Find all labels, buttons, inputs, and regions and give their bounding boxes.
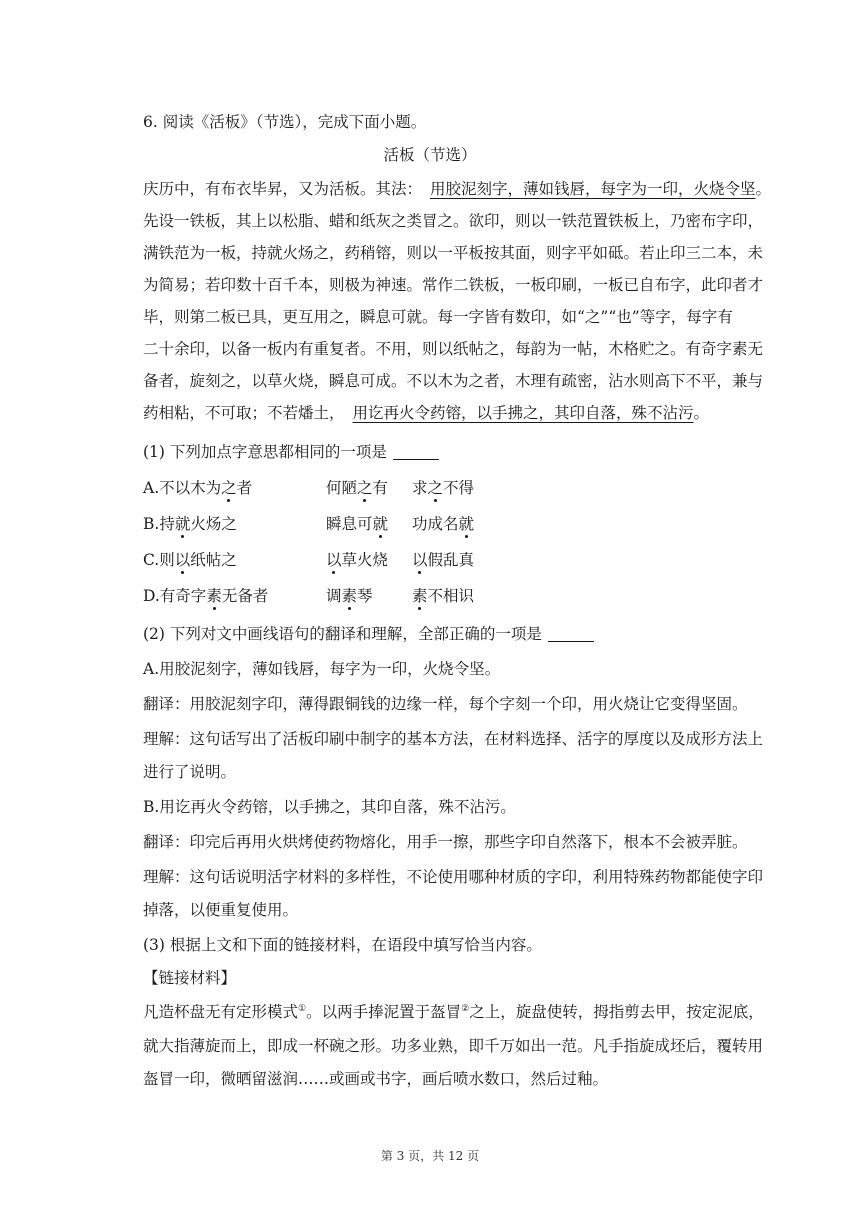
q2-option-b-understanding: 理解：这句话说明活字材料的多样性，不论使用哪种材质的字印，利用特殊药物都能使字印: [143, 868, 764, 886]
link-material-line: 就大指薄旋而上，即成一杯碗之形。功多业熟，即千万如出一范。凡手指旋成坯后，覆转用: [143, 1037, 764, 1055]
q2-prompt: (2) 下列对文中画线语句的翻译和理解，全部正确的一项是: [143, 623, 594, 645]
q2-option-a-translation: 翻译：用胶泥刻字印，薄得跟铜钱的边缘一样，每个字刻一个印，用火烧让它变得坚固。: [143, 695, 748, 713]
link-material-title: 【链接材料】: [143, 969, 237, 987]
footnote-mark: ①: [298, 1004, 307, 1014]
footnote-mark: ②: [461, 1004, 470, 1014]
answer-blank: [548, 625, 594, 642]
passage-line: 庆历中，有布衣毕昇，又为活板。其法： 用胶泥刻字，薄如钱唇，每字为一印，火烧令坚。: [143, 180, 772, 198]
q2-option-a-understanding: 理解：这句话写出了活板印刷中制字的基本方法，在材料选择、活字的厚度以及成形方法上: [143, 730, 764, 748]
passage-line: 毕，则第二板已具，更互用之，瞬息可就。每一字皆有数印，如“之”“也”等字，每字有: [143, 308, 733, 326]
passage-title: 活板（节选）: [383, 146, 477, 164]
q1-prompt: (1) 下列加点字意思都相同的一项是: [143, 441, 439, 463]
passage-line: 满铁范为一板，持就火炀之，药稍镕，则以一平板按其面，则字平如砥。若止印三二本，未: [143, 244, 764, 262]
question-header: 6. 阅读《活板》（节选），完成下面小题。: [143, 113, 427, 131]
underlined-sentence: 用讫再火令药镕，以手拂之，其印自落，殊不沾污: [352, 404, 694, 422]
passage-line: 为简易；若印数十百千本，则极为神速。常作二铁板，一板印刷，一板已自布字，此印者才: [143, 276, 764, 294]
passage-line: 二十余印，以备一板内有重复者。不用，则以纸帖之，每韵为一帖，木格贮之。有奇字素无: [143, 340, 764, 358]
q1-option-d: D.有奇字素无备者 调素琴 素不相识: [143, 587, 475, 605]
q1-option-a: A.不以木为之者 何陋之有 求之不得: [143, 479, 475, 497]
q1-option-b: B.持就火炀之 瞬息可就 功成名就: [143, 515, 475, 533]
q3-prompt: (3) 根据上文和下面的链接材料，在语段中填写恰当内容。: [143, 936, 542, 954]
q1-option-c: C.则以纸帖之 以草火烧 以假乱真: [143, 551, 475, 569]
q2-option-b: B.用讫再火令药镕，以手拂之，其印自落，殊不沾污。: [143, 798, 516, 816]
q2-option-a: A.用胶泥刻字，薄如钱唇，每字为一印，火烧令坚。: [143, 660, 501, 678]
link-material-line: 凡造杯盘无有定形模式①。以两手捧泥置于盔冒②之上，旋盘使转，拇指剪去甲，按定泥底，: [143, 1003, 764, 1021]
passage-line: 备者，旋刻之，以草火烧，瞬息可成。不以木为之者，木理有疏密，沾水则高下不平，兼与: [143, 372, 764, 390]
underlined-sentence: 用胶泥刻字，薄如钱唇，每字为一印，火烧令坚: [430, 180, 756, 198]
q2-option-b-translation: 翻译：印完后再用火烘烤使药物熔化，用手一擦，那些字印自然落下，根本不会被弄脏。: [143, 833, 748, 851]
answer-blank: [393, 443, 439, 460]
link-material-line: 盔冒一印，微晒留滋润……或画或书字，画后喷水数口，然后过釉。: [143, 1070, 609, 1088]
passage-line: 药相粘，不可取；不若燔土， 用讫再火令药镕，以手拂之，其印自落，殊不沾污。: [143, 404, 710, 422]
q2-option-a-understanding: 进行了说明。: [143, 763, 237, 781]
passage-line: 先设一铁板，其上以松脂、蜡和纸灰之类冒之。欲印，则以一铁范置铁板上，乃密布字印，: [143, 212, 764, 230]
q2-option-b-understanding: 掉落，以便重复使用。: [143, 901, 299, 919]
page-number: 第 3 页，共 12 页: [380, 1149, 480, 1163]
